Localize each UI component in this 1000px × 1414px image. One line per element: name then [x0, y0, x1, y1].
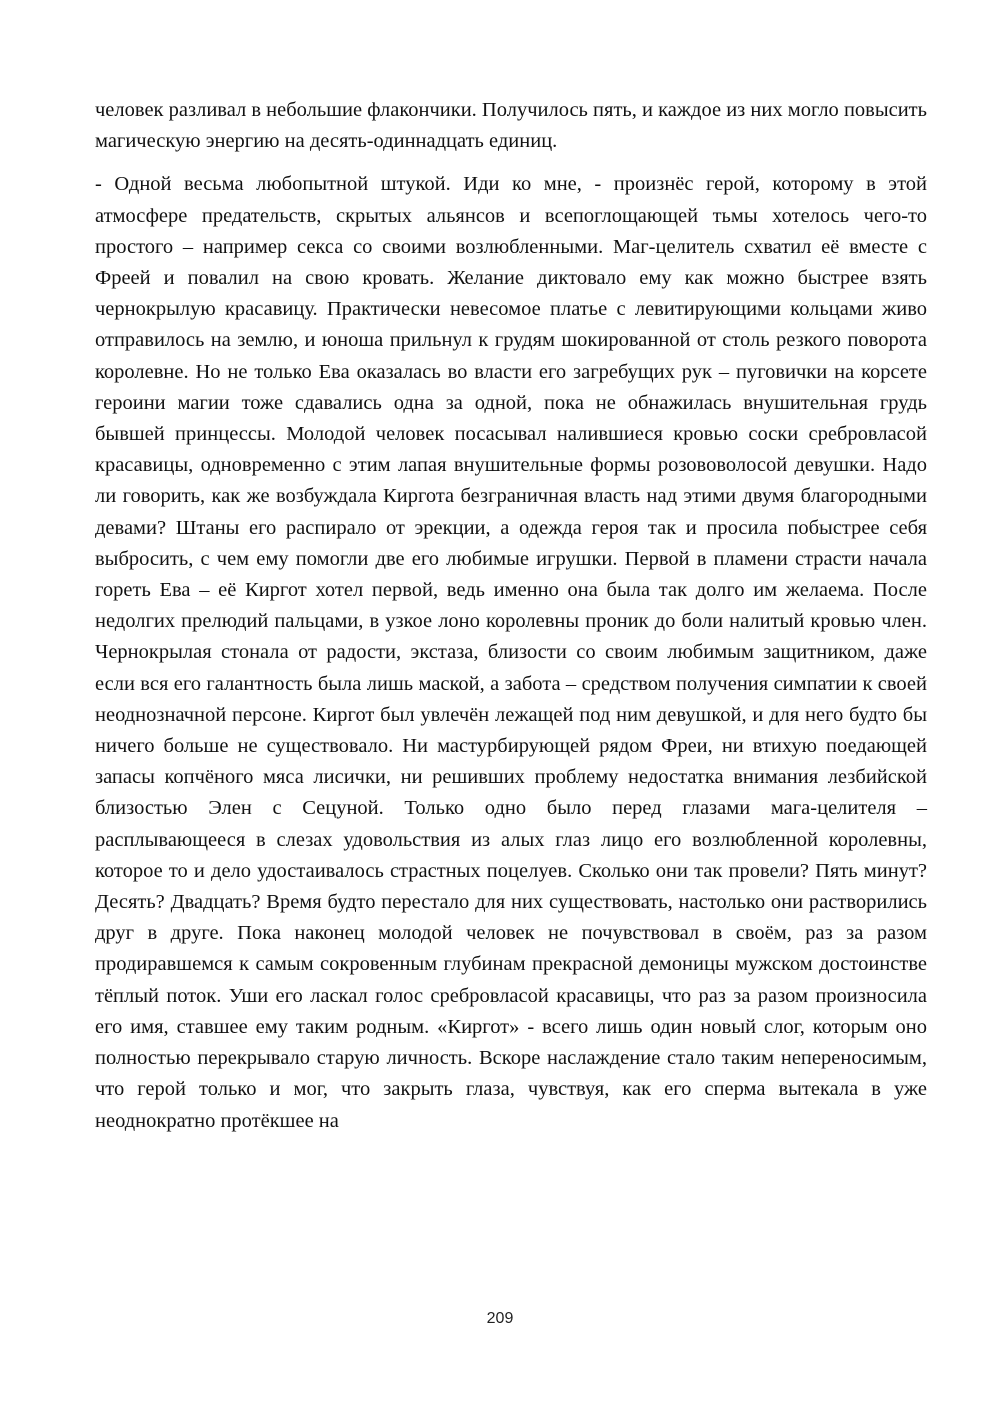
document-body [95, 95, 927, 1137]
paragraph: - Одной весьма любопытной штукой. Иди ко мне, - произнёс герой, которому в этой атмосфере предательств, скрытых альянсов и всепоглощающей тьмы хотелось чего-то простого – например секса со своими возлюбленными. Маг-целитель схватил её вместе с Фреей и повалил на свою кровать. Желание диктовало ему как можно быстрее взять чернокрылую красавицу. Практически невесомое платье с левитирующими кольцами живо отправилось на землю, и юноша прильнул к грудям шокированной от столь резкого поворота королевне. Но не только Ева оказалась во власти его загребущих рук – пуговички на корсете героини магии тоже сдавались одна за одной, пока не обнажилась внушительная грудь бывшей принцессы. Молодой человек посасывал налившиеся кровью соски сребровласой красавицы, одновременно с этим лапая внушительные формы розововолосой девушки. Надо ли говорить, как же возбуждала Киргота безграничная власть над этими двумя благородными девами? Штаны его распирало от эрекции, а одежда героя так и просила побыстрее себя выбросить, с чем ему помогли две его любимые игрушки. Первой в пламени страсти начала гореть Ева – её Киргот хотел первой, ведь именно она была так долго им желаема. После недолгих прелюдий пальцами, в узкое лоно королевны проник до боли налитый кровью член. Чернокрылая стонала от радости, экстаза, близости со своим любимым защитником, даже если вся его галантность была лишь маской, а забота – средством получения симпатии к своей неоднозначной персоне. Киргот был увлечён лежащей под ним девушкой, и для него будто бы ничего больше не существовало. Ни мастурбирующей рядом Фреи, ни втихую поедающей запасы копчёного мяса лисички, ни решивших проблему недостатка внимания лезбийской близостью Элен с Сецуной. Только одно было перед глазами мага-целителя – расплывающееся в слезах удовольствия из алых глаз лицо его возлюбленной королевны, которое то и дело удостаивалось страстных поцелуев. Сколько они так провели? Пять минут? Десять? Двадцать? Время будто перестало для них существовать, настолько они растворились друг в друге. Пока наконец молодой человек не почувствовал в своём, раз за разом продиравшемся к самым сокровенным глубинам прекрасной демоницы мужском достоинстве тёплый поток. Уши его ласкал голос сребровласой красавицы, что раз за разом произносила его имя, ставшее ему таким родным. «Киргот» - всего лишь один новый слог, которым оно полностью перекрывало старую личность. Вскоре наслаждение стало таким непереносимым, что герой только и мог, что закрыть глаза, чувствуя, как его сперма вытекала в уже неоднократно протёкшее на [95, 173, 927, 1132]
page-number: 209 [486, 1310, 514, 1327]
paragraph: человек разливал в небольшие флакончики. Получилось пять, и каждое из них могло повысить магическую энергию на десять-одиннадцать единиц. [95, 99, 927, 153]
